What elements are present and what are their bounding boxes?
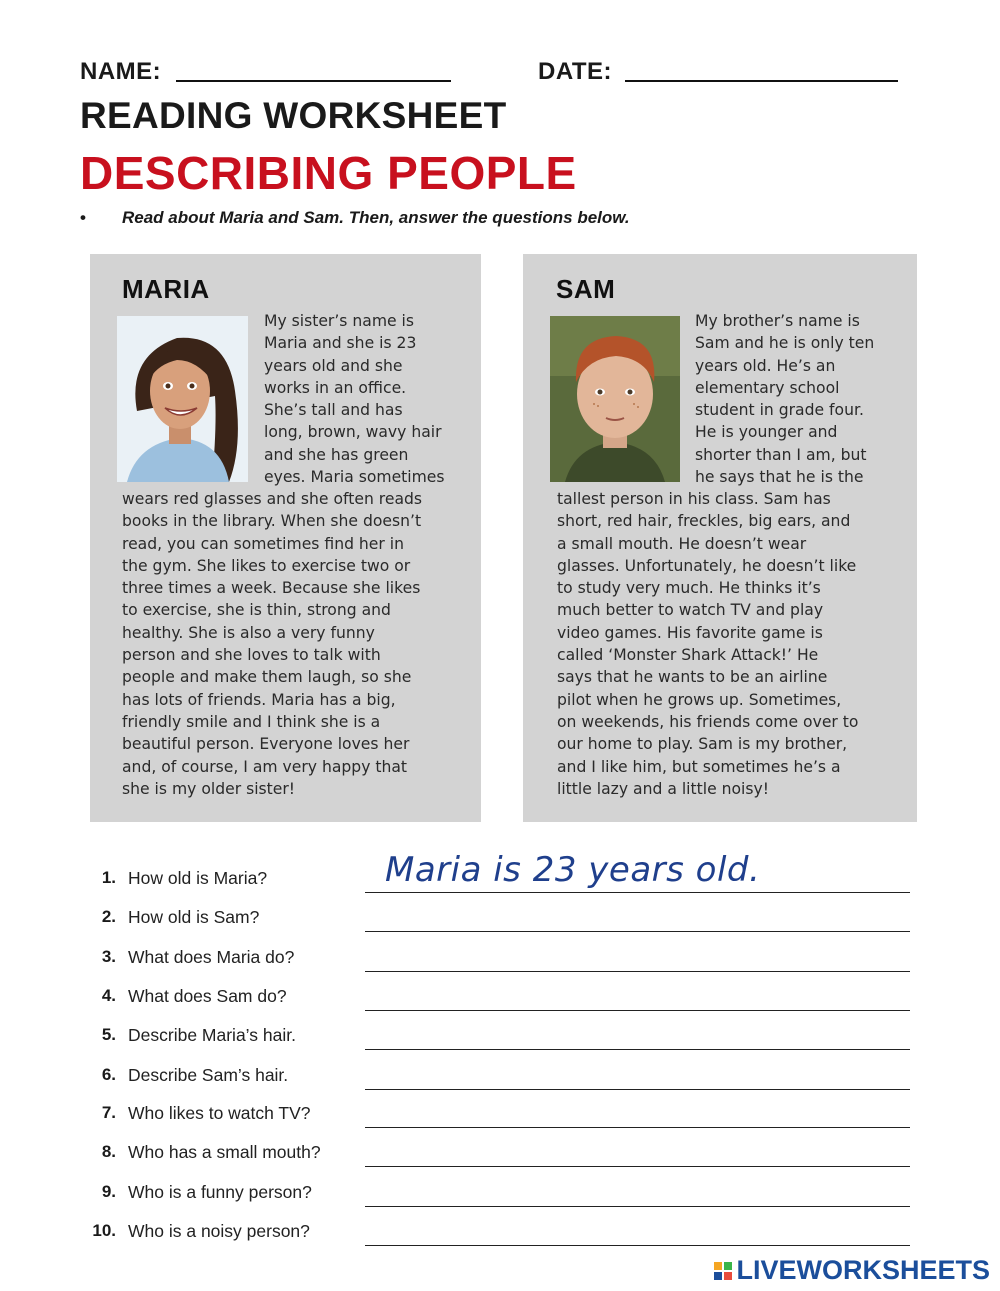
question-number: 9. xyxy=(101,1182,116,1201)
sam-full-text xyxy=(557,488,915,800)
maria-full-text xyxy=(122,488,477,800)
logo-block xyxy=(724,1272,732,1280)
answer-field[interactable] xyxy=(365,1245,910,1246)
question-number: 10. xyxy=(92,1221,116,1240)
text-line: student in grade four. xyxy=(695,401,864,420)
question-row xyxy=(80,943,910,973)
text-line: shorter than I am, but xyxy=(695,445,867,464)
text-line: pilot when he grows up. Sometimes, xyxy=(557,690,842,709)
question-number: 3. xyxy=(101,947,116,966)
logo-block xyxy=(714,1272,722,1280)
text-line: the gym. She likes to exercise two or xyxy=(122,556,411,575)
question-number: 8. xyxy=(101,1142,116,1161)
question-row xyxy=(80,1021,910,1051)
text-line: little lazy and a little noisy! xyxy=(557,779,769,798)
sam-side-text xyxy=(695,310,910,488)
maria-side-text xyxy=(264,310,474,488)
text-line: long, brown, wavy hair xyxy=(264,423,442,442)
question-number: 1. xyxy=(101,868,116,887)
question-row xyxy=(80,850,910,894)
text-line: a small mouth. He doesn’t wear xyxy=(557,534,807,553)
name-field[interactable] xyxy=(176,80,451,82)
text-line: My sister’s name is xyxy=(264,312,415,330)
answer-field[interactable] xyxy=(365,1089,910,1090)
question-row xyxy=(80,1217,910,1247)
text-line: video games. His favorite game is xyxy=(557,623,823,642)
text-line: has lots of friends. Maria has a big, xyxy=(122,690,396,709)
worksheet-title: READING WORKSHEET xyxy=(80,95,507,136)
woman-portrait-icon xyxy=(117,316,248,482)
text-line: she is my older sister! xyxy=(122,779,296,798)
name-label: NAME: xyxy=(80,58,162,85)
sam-photo xyxy=(550,316,680,482)
question-row xyxy=(80,1178,910,1208)
question-text: Who likes to watch TV? xyxy=(128,1103,311,1123)
instruction xyxy=(80,208,630,228)
date-field[interactable] xyxy=(625,80,898,82)
text-line: books in the library. When she doesn’t xyxy=(122,512,422,531)
text-line: healthy. She is also a very funny xyxy=(122,623,375,642)
sam-heading: SAM xyxy=(556,274,616,304)
text-line: wears red glasses and she often reads xyxy=(122,490,423,508)
text-line: friendly smile and I think she is a xyxy=(122,712,381,731)
sam-panel xyxy=(523,254,917,822)
text-line: Maria and she is 23 xyxy=(264,334,417,353)
maria-panel xyxy=(90,254,481,822)
bullet-icon: • xyxy=(80,208,86,227)
question-row xyxy=(80,1138,910,1168)
answer-field[interactable] xyxy=(365,1049,910,1050)
text-line: and I like him, but sometimes he’s a xyxy=(557,757,841,776)
text-line: says that he wants to be an airline xyxy=(557,668,828,687)
answer-text[interactable]: Maria is 23 years old. xyxy=(385,850,761,890)
worksheet-subtitle: DESCRIBING PEOPLE xyxy=(80,147,577,199)
text-line: glasses. Unfortunately, he doesn’t like xyxy=(557,556,857,575)
text-line: elementary school xyxy=(695,378,840,397)
text-line: and, of course, I am very happy that xyxy=(122,757,408,776)
text-line: our home to play. Sam is my brother, xyxy=(557,735,848,754)
answer-field[interactable] xyxy=(365,1206,910,1207)
text-line: he says that he is the xyxy=(695,468,864,487)
question-number: 5. xyxy=(101,1025,116,1044)
text-line: to study very much. He thinks it’s xyxy=(557,579,821,598)
text-line: beautiful person. Everyone loves her xyxy=(122,735,410,754)
question-row xyxy=(80,1061,910,1091)
question-text: Who is a noisy person? xyxy=(128,1221,310,1241)
question-text: How old is Maria? xyxy=(128,868,268,888)
logo-block xyxy=(714,1262,722,1270)
text-line: much better to watch TV and play xyxy=(557,601,824,620)
text-line: person and she loves to talk with xyxy=(122,646,381,665)
text-line: My brother’s name is xyxy=(695,312,860,330)
text-line: eyes. Maria sometimes xyxy=(264,468,445,487)
text-line: people and make them laugh, so she xyxy=(122,668,412,687)
text-line: Sam and he is only ten xyxy=(695,334,875,353)
text-line: called ‘Monster Shark Attack!’ He xyxy=(557,646,819,665)
liveworksheets-logo[interactable] xyxy=(714,1255,990,1286)
text-line: She’s tall and has xyxy=(264,401,403,420)
question-row xyxy=(80,903,910,933)
question-text: Who has a small mouth? xyxy=(128,1142,321,1162)
logo-blocks-icon xyxy=(714,1262,732,1280)
question-text: Describe Sam’s hair. xyxy=(128,1065,289,1085)
text-line: read, you can sometimes find her in xyxy=(122,534,404,553)
instruction-text: Read about Maria and Sam. Then, answer the questions below. xyxy=(122,208,630,227)
text-line: on weekends, his friends come over to xyxy=(557,712,859,731)
maria-heading: MARIA xyxy=(122,274,210,304)
question-number: 6. xyxy=(101,1065,116,1084)
question-number: 7. xyxy=(101,1103,116,1122)
text-line: three times a week. Because she likes xyxy=(122,579,421,598)
answer-field[interactable] xyxy=(365,971,910,972)
question-text: Describe Maria’s hair. xyxy=(128,1025,296,1045)
question-number: 4. xyxy=(101,986,116,1005)
text-line: He is younger and xyxy=(695,423,838,442)
answer-field[interactable] xyxy=(365,1010,910,1011)
text-line: years old. He’s an xyxy=(695,356,836,375)
question-text: What does Maria do? xyxy=(128,947,295,967)
answer-field[interactable] xyxy=(365,931,910,932)
text-line: tallest person in his class. Sam has xyxy=(557,490,831,508)
answer-field[interactable] xyxy=(365,1166,910,1167)
text-line: short, red hair, freckles, big ears, and xyxy=(557,512,851,531)
text-line: years old and she xyxy=(264,356,403,375)
answer-field[interactable] xyxy=(365,1127,910,1128)
logo-block xyxy=(724,1262,732,1270)
boy-portrait-icon xyxy=(550,316,680,482)
maria-photo xyxy=(117,316,248,482)
text-line: works in an office. xyxy=(264,378,407,397)
date-label: DATE: xyxy=(538,58,613,85)
question-text: Who is a funny person? xyxy=(128,1182,312,1202)
logo-text: LIVEWORKSHEETS xyxy=(736,1255,990,1285)
text-line: and she has green xyxy=(264,445,409,464)
answer-field[interactable] xyxy=(365,892,910,893)
question-row xyxy=(80,982,910,1012)
question-text: How old is Sam? xyxy=(128,907,260,927)
text-line: to exercise, she is thin, strong and xyxy=(122,601,391,620)
question-text: What does Sam do? xyxy=(128,986,287,1006)
question-number: 2. xyxy=(101,907,116,926)
question-row xyxy=(80,1099,910,1129)
